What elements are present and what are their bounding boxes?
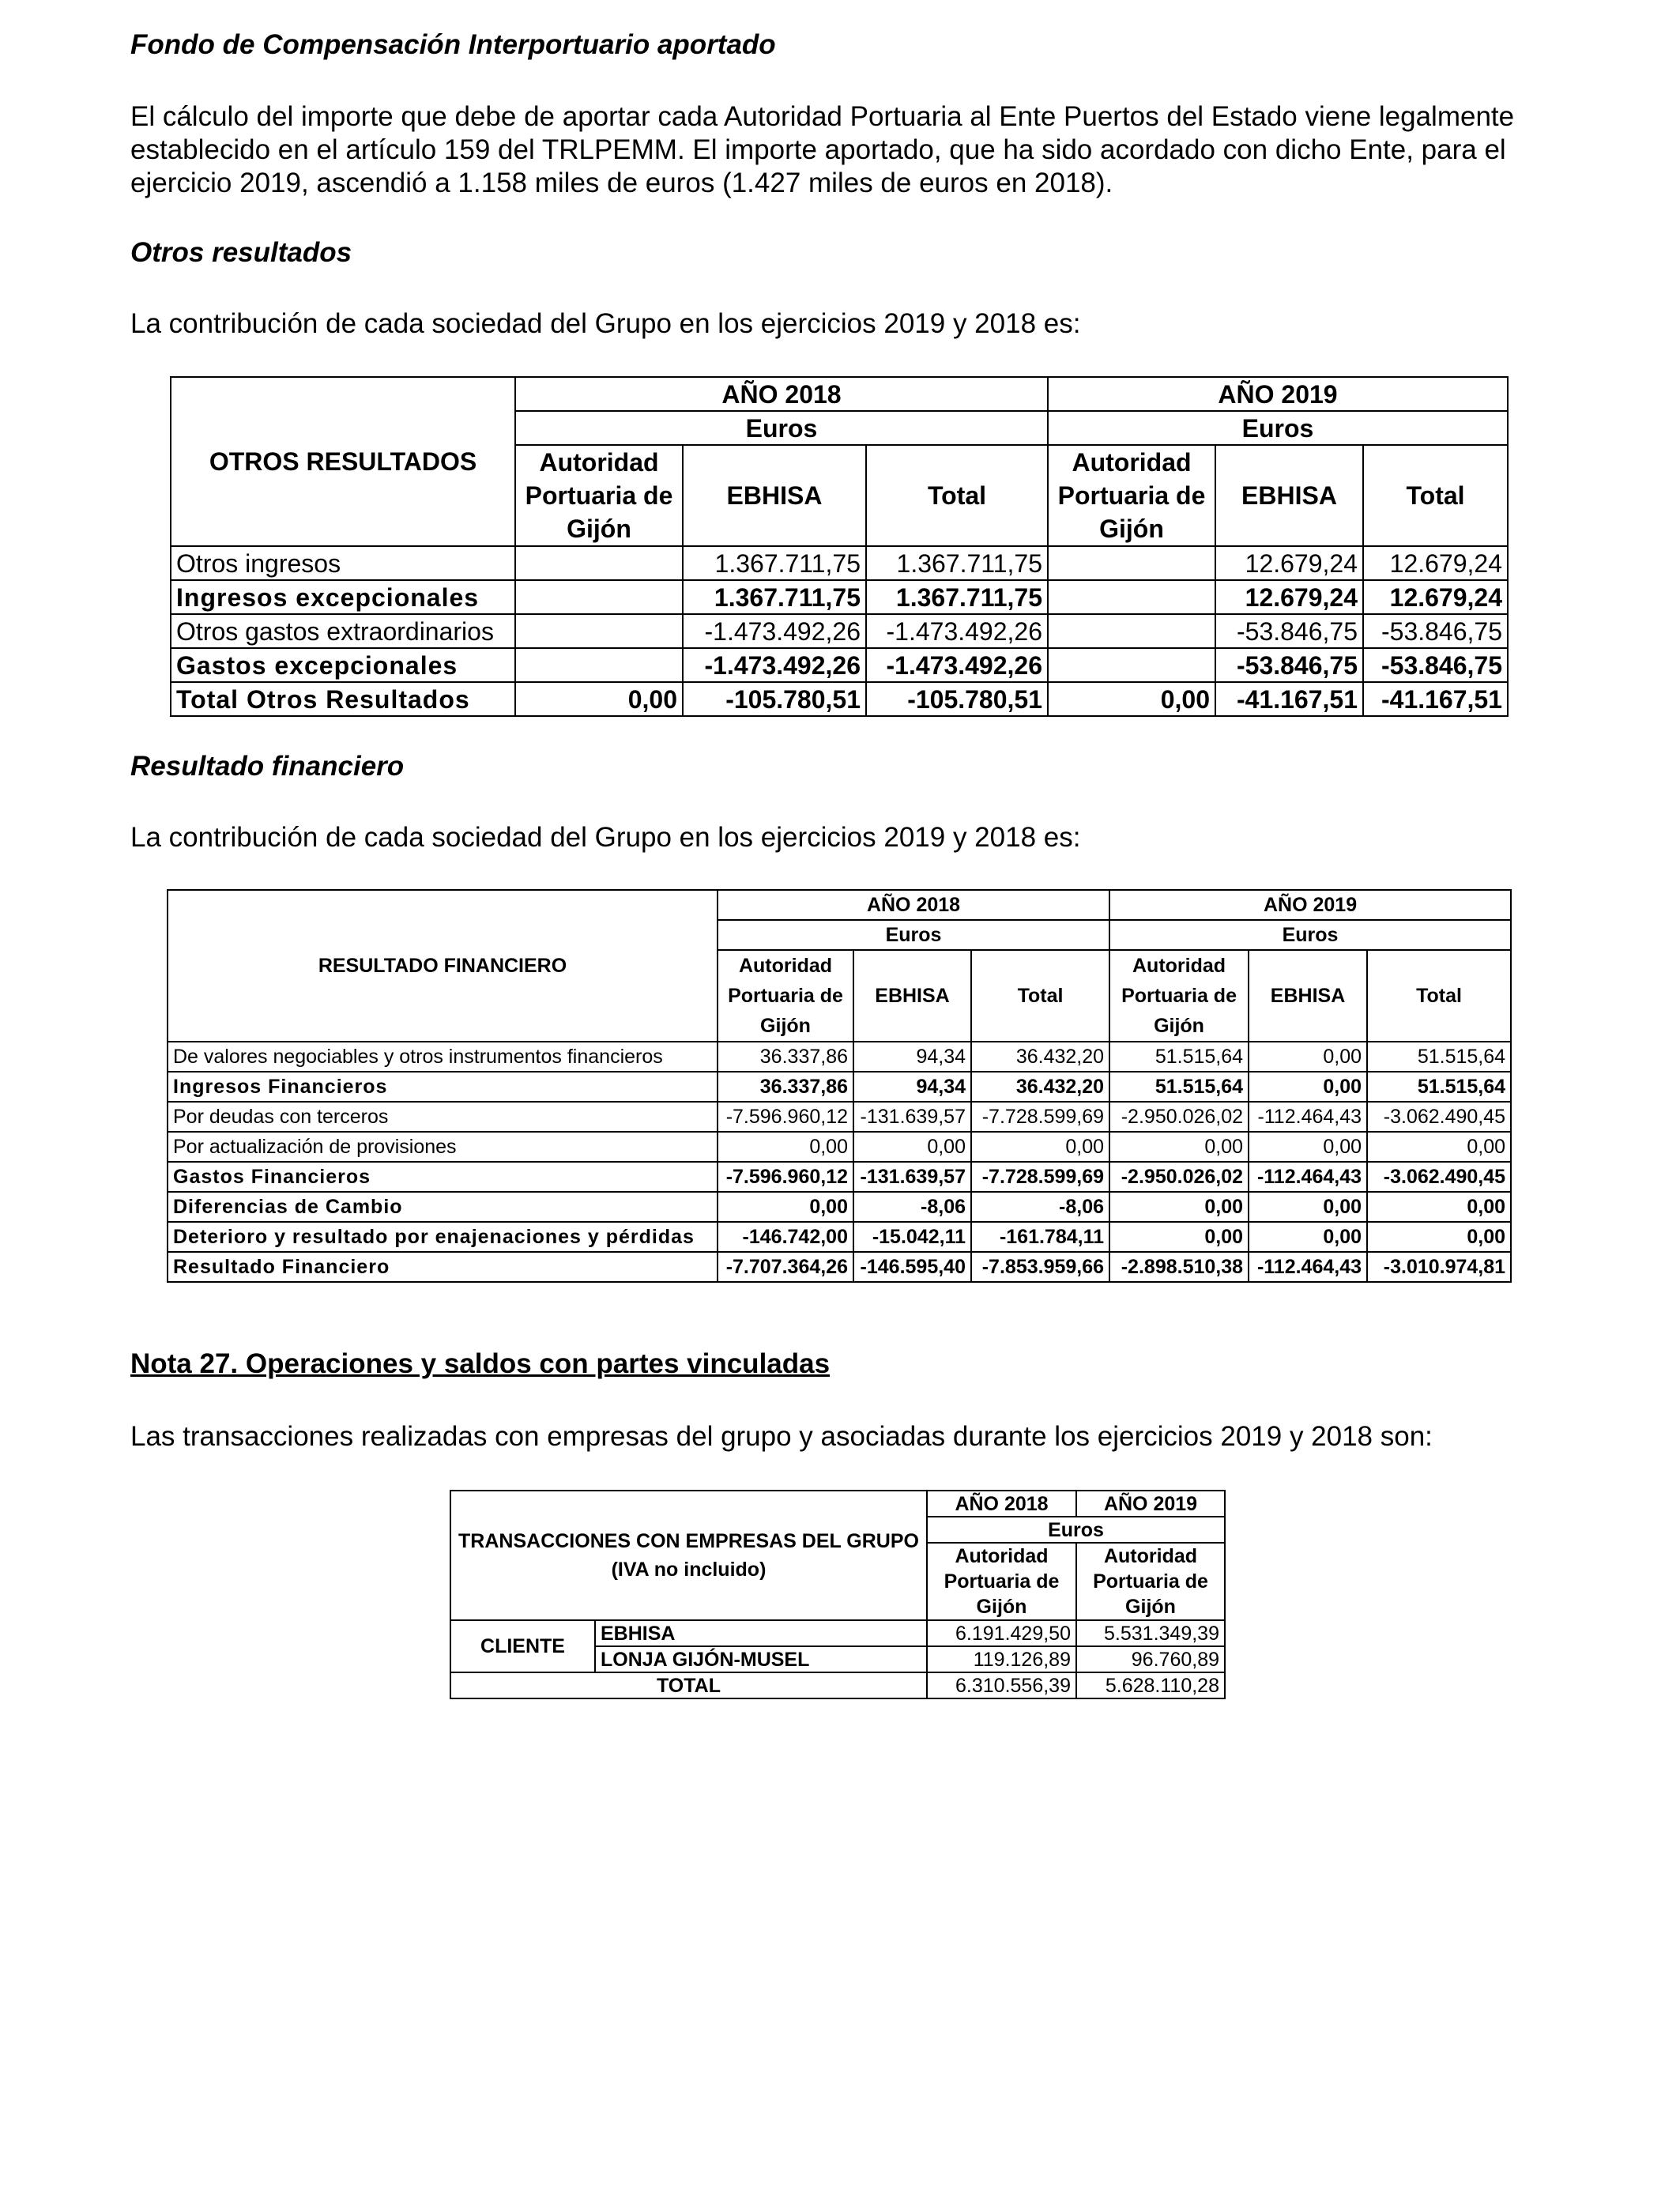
- otros-year-2019: AÑO 2019: [1048, 377, 1508, 411]
- cell-apg-2018: -7.707.364,26: [718, 1252, 853, 1282]
- cell-ebhisa-2019: -41.167,51: [1215, 682, 1363, 716]
- cell-total-2018: -7.728.599,69: [971, 1102, 1109, 1132]
- cell-total-2019: -3.062.490,45: [1367, 1102, 1511, 1132]
- cell-ebhisa-2018: -146.595,40: [853, 1252, 971, 1282]
- cell-ebhisa-2018: -1.473.492,26: [683, 648, 866, 682]
- cell-total-2019: 0,00: [1367, 1222, 1511, 1252]
- cell-total-2019: -3.010.974,81: [1367, 1252, 1511, 1282]
- otros-year-2018: AÑO 2018: [515, 377, 1048, 411]
- table-row: [168, 1162, 1511, 1192]
- financiero-col-total-2019: Total: [1367, 950, 1511, 1042]
- cell-ebhisa-2018: -131.639,57: [853, 1102, 971, 1132]
- row-label: Por deudas con terceros: [168, 1102, 718, 1132]
- cell-apg-2018: -7.596.960,12: [718, 1162, 853, 1192]
- financiero-currency-2019: Euros: [1109, 920, 1511, 950]
- table-row: [171, 614, 1508, 648]
- otros-col-apg-2019: Autoridad Portuaria de Gijón: [1048, 445, 1215, 546]
- cell-apg-2019: 51.515,64: [1109, 1042, 1249, 1072]
- cell-total-2018: -1.473.492,26: [866, 614, 1048, 648]
- row-label: EBHISA: [595, 1620, 927, 1646]
- table-row: [168, 1102, 1511, 1132]
- cell-total-2018: -105.780,51: [866, 682, 1048, 716]
- table-row: [450, 1620, 1225, 1646]
- transacciones-year-2018: AÑO 2018: [927, 1491, 1076, 1517]
- transacciones-col-apg-2018: Autoridad Portuaria de Gijón: [927, 1543, 1076, 1620]
- transacciones-title: TRANSACCIONES CON EMPRESAS DEL GRUPO (IVA no incluido): [450, 1491, 927, 1620]
- cell-ebhisa-2019: -112.464,43: [1249, 1162, 1367, 1192]
- row-label: Por actualización de provisiones: [168, 1132, 718, 1162]
- cell-total-2019: 0,00: [1367, 1192, 1511, 1222]
- table-row: [168, 1132, 1511, 1162]
- cell-total-2019: -41.167,51: [1363, 682, 1508, 716]
- cell-total-2019: 51.515,64: [1367, 1042, 1511, 1072]
- cell-ebhisa-2019: 0,00: [1249, 1132, 1367, 1162]
- cell-apg-2018: [515, 648, 683, 682]
- financiero-col-ebhisa-2019: EBHISA: [1249, 950, 1367, 1042]
- cell-apg-2019: 51.515,64: [1109, 1072, 1249, 1102]
- otros-resultados-table: [170, 376, 1509, 717]
- cell-total-2018: 1.367.711,75: [866, 580, 1048, 614]
- cell-total-2019: -53.846,75: [1363, 614, 1508, 648]
- cell-apg-2018: 0,00: [718, 1132, 853, 1162]
- table-row: [168, 1252, 1511, 1282]
- financiero-col-total-2018: Total: [971, 950, 1109, 1042]
- cliente-label: CLIENTE: [450, 1620, 595, 1672]
- cell-apg-2019: [1048, 614, 1215, 648]
- cell-ebhisa-2018: 1.367.711,75: [683, 546, 866, 580]
- cell-ebhisa-2019: -112.464,43: [1249, 1252, 1367, 1282]
- cell-apg-2018: [515, 546, 683, 580]
- cell-ebhisa-2018: 1.367.711,75: [683, 580, 866, 614]
- cell-total-2019: -53.846,75: [1363, 648, 1508, 682]
- cell-2019: 5.531.349,39: [1076, 1620, 1225, 1646]
- table-row: [450, 1672, 1225, 1698]
- row-label: Resultado Financiero: [168, 1252, 718, 1282]
- otros-paragraph: La contribución de cada sociedad del Grupo en los ejercicios 2019 y 2018 es:: [130, 308, 1081, 339]
- cell-total-2018: -8,06: [971, 1192, 1109, 1222]
- cell-apg-2018: [515, 614, 683, 648]
- transacciones-currency: Euros: [927, 1517, 1225, 1543]
- cell-total-2018: -161.784,11: [971, 1222, 1109, 1252]
- nota-27-paragraph: Las transacciones realizadas con empresas del grupo y asociadas durante los ejercicios 2019 y 2018 son:: [130, 1421, 1433, 1452]
- row-label: Gastos Financieros: [168, 1162, 718, 1192]
- financiero-year-2018: AÑO 2018: [718, 890, 1109, 920]
- otros-currency-2019: Euros: [1048, 411, 1508, 445]
- cell-total-2018: -1.473.492,26: [866, 648, 1048, 682]
- cell-apg-2018: -146.742,00: [718, 1222, 853, 1252]
- cell-total-2018: -7.853.959,66: [971, 1252, 1109, 1282]
- table-row: [171, 682, 1508, 716]
- cell-total-2018: 1.367.711,75: [866, 546, 1048, 580]
- cell-total-2019: 12.679,24: [1363, 580, 1508, 614]
- cell-ebhisa-2019: 0,00: [1249, 1042, 1367, 1072]
- cell-ebhisa-2019: 0,00: [1249, 1072, 1367, 1102]
- cell-ebhisa-2018: 94,34: [853, 1072, 971, 1102]
- cell-apg-2019: [1048, 580, 1215, 614]
- cell-ebhisa-2018: -8,06: [853, 1192, 971, 1222]
- cell-total-2019: -3.062.490,45: [1367, 1162, 1511, 1192]
- cell-apg-2019: -2.950.026,02: [1109, 1102, 1249, 1132]
- table-row: [168, 1042, 1511, 1072]
- cell-ebhisa-2018: -131.639,57: [853, 1162, 971, 1192]
- cell-ebhisa-2019: 12.679,24: [1215, 580, 1363, 614]
- row-label: Total Otros Resultados: [171, 682, 515, 716]
- financiero-year-2019: AÑO 2019: [1109, 890, 1511, 920]
- cell-ebhisa-2018: -15.042,11: [853, 1222, 971, 1252]
- cell-ebhisa-2019: 12.679,24: [1215, 546, 1363, 580]
- cell-apg-2019: 0,00: [1109, 1132, 1249, 1162]
- nota-27-heading: Nota 27. Operaciones y saldos con partes vinculadas: [130, 1348, 831, 1379]
- cell-ebhisa-2019: 0,00: [1249, 1222, 1367, 1252]
- row-label: Diferencias de Cambio: [168, 1192, 718, 1222]
- cell-ebhisa-2019: 0,00: [1249, 1192, 1367, 1222]
- cell-total-2019: 12.679,24: [1363, 546, 1508, 580]
- cell-ebhisa-2018: 0,00: [853, 1132, 971, 1162]
- cell-apg-2019: 0,00: [1109, 1222, 1249, 1252]
- cell-apg-2019: [1048, 546, 1215, 580]
- cell-ebhisa-2019: -112.464,43: [1249, 1102, 1367, 1132]
- total-label: TOTAL: [450, 1672, 927, 1698]
- cell-ebhisa-2018: 94,34: [853, 1042, 971, 1072]
- otros-col-ebhisa-2018: EBHISA: [683, 445, 866, 546]
- row-label: Gastos excepcionales: [171, 648, 515, 682]
- cell-apg-2019: 0,00: [1109, 1192, 1249, 1222]
- cell-total-2019: 0,00: [1367, 1132, 1511, 1162]
- cell-ebhisa-2019: -53.846,75: [1215, 614, 1363, 648]
- otros-col-total-2019: Total: [1363, 445, 1508, 546]
- cell-apg-2019: -2.950.026,02: [1109, 1162, 1249, 1192]
- cell-apg-2018: -7.596.960,12: [718, 1102, 853, 1132]
- cell-apg-2019: 0,00: [1048, 682, 1215, 716]
- row-label: LONJA GIJÓN-MUSEL: [595, 1646, 927, 1672]
- cell-total-2018: 36.432,20: [971, 1072, 1109, 1102]
- transacciones-col-apg-2019: Autoridad Portuaria de Gijón: [1076, 1543, 1225, 1620]
- cell-apg-2018: 36.337,86: [718, 1072, 853, 1102]
- cell-total-2018: -7.728.599,69: [971, 1162, 1109, 1192]
- financiero-col-apg-2018: Autoridad Portuaria de Gijón: [718, 950, 853, 1042]
- table-row: [168, 1192, 1511, 1222]
- cell-2018: 6.191.429,50: [927, 1620, 1076, 1646]
- financiero-heading: Resultado financiero: [130, 751, 405, 782]
- cell-total-2018: 36.432,20: [971, 1042, 1109, 1072]
- transacciones-year-2019: AÑO 2019: [1076, 1491, 1225, 1517]
- fondo-paragraph: El cálculo del importe que debe de aportar cada Autoridad Portuaria al Ente Puertos del Estado viene legalmente establecido en el artículo 159 del TRLPEMM. El importe aportado, que ha sido acordado con dicho Ente, para el ejercicio 2019, ascendió a 1.158 miles de euros (1.427 miles de euros en 2018).: [130, 101, 1515, 198]
- resultado-financiero-table: [167, 889, 1512, 1283]
- total-2019: 5.628.110,28: [1076, 1672, 1225, 1698]
- financiero-col-ebhisa-2018: EBHISA: [853, 950, 971, 1042]
- otros-heading: Otros resultados: [130, 237, 352, 268]
- financiero-col-apg-2019: Autoridad Portuaria de Gijón: [1109, 950, 1249, 1042]
- table-row: [168, 1072, 1511, 1102]
- cell-apg-2018: [515, 580, 683, 614]
- table-row: [171, 546, 1508, 580]
- table-row: [171, 648, 1508, 682]
- financiero-currency-2018: Euros: [718, 920, 1109, 950]
- cell-apg-2019: -2.898.510,38: [1109, 1252, 1249, 1282]
- row-label: Ingresos Financieros: [168, 1072, 718, 1102]
- row-label: Deterioro y resultado por enajenaciones y pérdidas: [168, 1222, 718, 1252]
- table-row: [171, 580, 1508, 614]
- transacciones-table: [450, 1490, 1226, 1699]
- financiero-paragraph: La contribución de cada sociedad del Grupo en los ejercicios 2019 y 2018 es:: [130, 822, 1081, 853]
- cell-total-2019: 51.515,64: [1367, 1072, 1511, 1102]
- otros-col-apg-2018: Autoridad Portuaria de Gijón: [515, 445, 683, 546]
- cell-ebhisa-2018: -1.473.492,26: [683, 614, 866, 648]
- cell-2019: 96.760,89: [1076, 1646, 1225, 1672]
- row-label: Otros gastos extraordinarios: [171, 614, 515, 648]
- row-label: Ingresos excepcionales: [171, 580, 515, 614]
- cell-ebhisa-2018: -105.780,51: [683, 682, 866, 716]
- cell-2018: 119.126,89: [927, 1646, 1076, 1672]
- table-row: [168, 1222, 1511, 1252]
- total-2018: 6.310.556,39: [927, 1672, 1076, 1698]
- cell-apg-2018: 0,00: [515, 682, 683, 716]
- fondo-heading: Fondo de Compensación Interportuario aportado: [130, 29, 776, 60]
- row-label: Otros ingresos: [171, 546, 515, 580]
- otros-col-total-2018: Total: [866, 445, 1048, 546]
- otros-currency-2018: Euros: [515, 411, 1048, 445]
- row-label: De valores negociables y otros instrumentos financieros: [168, 1042, 718, 1072]
- cell-ebhisa-2019: -53.846,75: [1215, 648, 1363, 682]
- cell-apg-2018: 36.337,86: [718, 1042, 853, 1072]
- otros-col-ebhisa-2019: EBHISA: [1215, 445, 1363, 546]
- cell-apg-2019: [1048, 648, 1215, 682]
- financiero-title: RESULTADO FINANCIERO: [168, 890, 718, 1042]
- cell-total-2018: 0,00: [971, 1132, 1109, 1162]
- otros-title: OTROS RESULTADOS: [171, 377, 515, 546]
- cell-apg-2018: 0,00: [718, 1192, 853, 1222]
